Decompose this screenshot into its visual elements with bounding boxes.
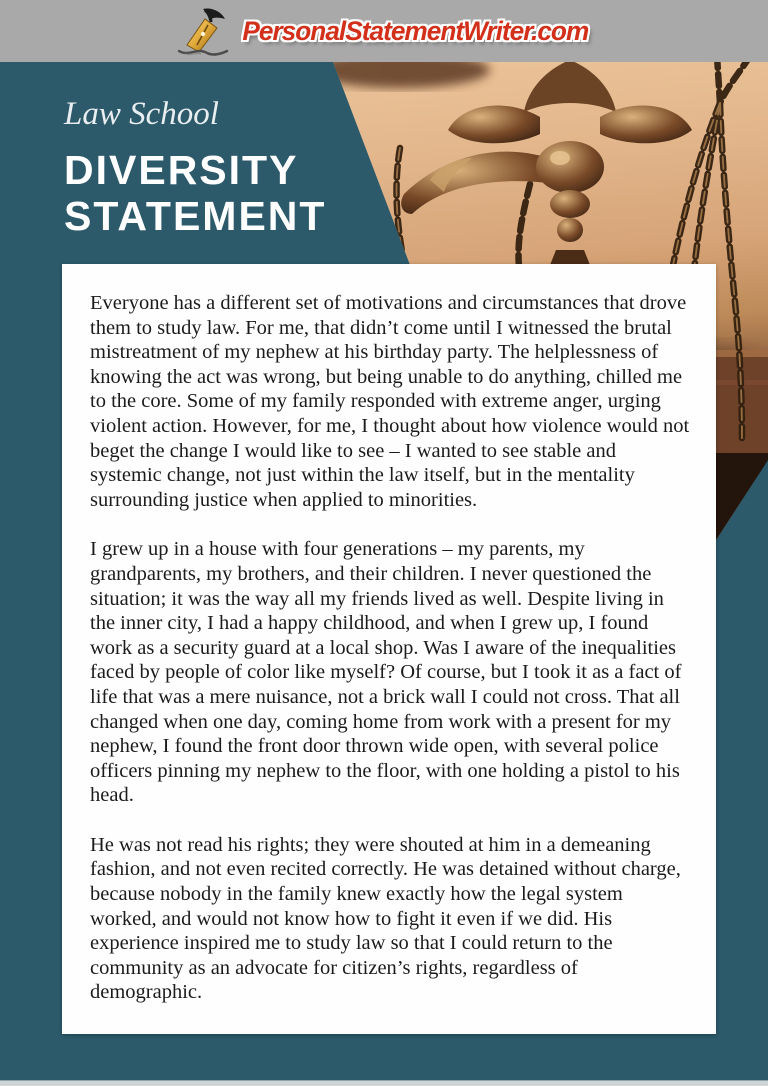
statement-card (62, 264, 716, 1034)
title-line-1: DIVERSITY (64, 147, 299, 193)
title-line-2: STATEMENT (64, 193, 327, 239)
fountain-pen-icon (175, 7, 231, 57)
footer-strip (0, 1080, 768, 1086)
scales-finial (401, 62, 692, 242)
hero-eyebrow: Law School (64, 96, 219, 132)
header-bar (0, 0, 768, 62)
logo-text: PersonalStatementWriter.com (242, 15, 588, 46)
hero (64, 96, 326, 239)
statement-paragraph-1: Everyone has a different set of motivations and circumstances that drove them to study law. For me, that didn’t come until I witnessed the brutal mistreatment of my nephew at his birthday party. The helplessness of knowing the act was wrong, but being unable to do anything, chilled me to the core. Some of my family responded with extreme anger, urging violent action. However, for me, I thought about how violence would not beget the change I would like to see – I wanted to see stable and systemic change, not just within the law itself, but in the mentality surrounding justice when applied to minorities. (90, 292, 690, 511)
statement-paragraph-2: I grew up in a house with four generations – my parents, my grandparents, my brothers, and their children. I never questioned the situation; it was the way all my friends lived as well. Despite living in the inner city, I had a happy childhood, and when I grew up, I found work as a security guard at a local shop. Was I aware of the inequalities faced by people of color like myself? Of course, but I took it as a fact of life that was a mere nuisance, not a brick wall I could not cross. That all changed when one day, coming home from work with a present for my nephew, I found the front door thrown wide open, with several police officers pinning my nephew to the floor, with one holding a pistol to his head. (90, 538, 682, 807)
page-title (64, 147, 326, 239)
statement-paragraph-3: He was not read his rights; they were shouted at him in a demeaning fashion, and not even recited correctly. He was detained without charge, because nobody in the family knew exactly how the legal system worked, and would not know how to fight it even if we did. His experience inspired me to study law so that I could return to the community as an advocate for citizen’s rights, regardless of demographic. (90, 833, 681, 1004)
site-logo[interactable] (175, 5, 594, 57)
